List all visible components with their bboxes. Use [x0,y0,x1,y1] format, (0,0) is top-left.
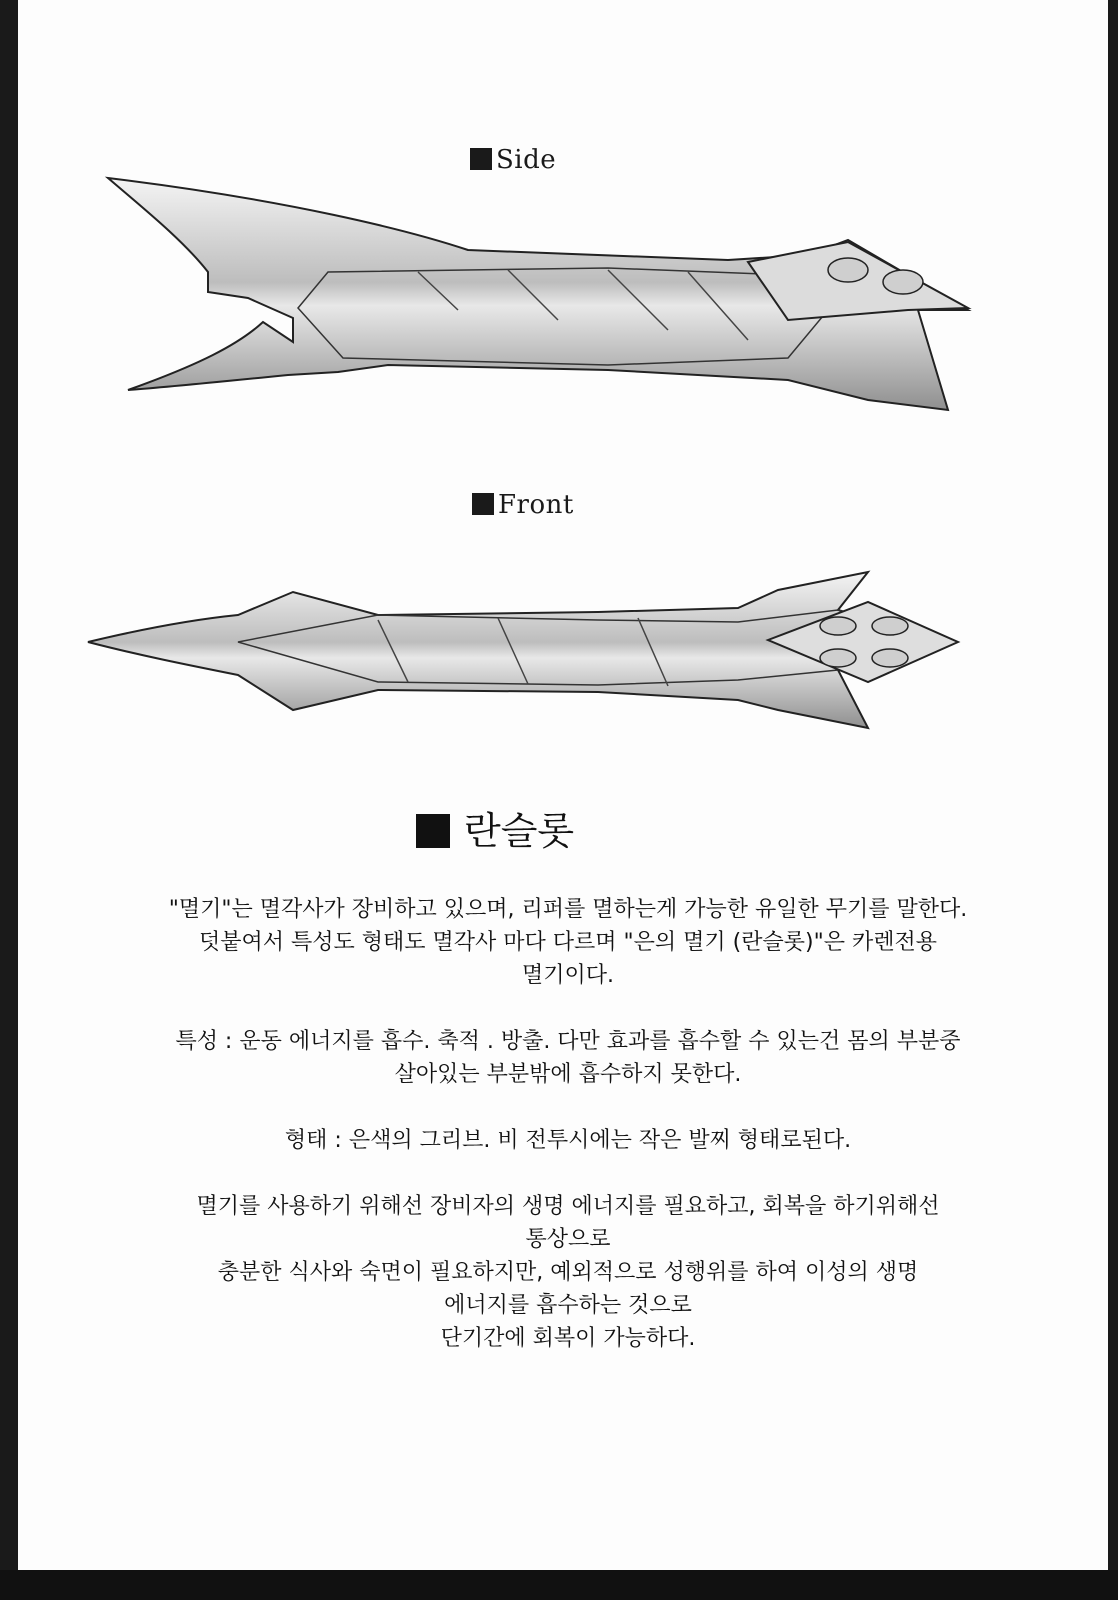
text-line: 단기간에 회복이 가능하다. [440,1326,696,1351]
text-line: 에너지를 흡수하는 것으로 [444,1293,692,1318]
text-line: 통상으로 [525,1227,611,1252]
black-square-icon [416,814,450,848]
page-border [0,1570,1118,1600]
paragraph-form [78,1124,1058,1157]
text-line: 형태 : 은색의 그리브. 비 전투시에는 작은 발찌 형태로된다. [284,1128,852,1153]
paragraph-recovery [78,1190,1058,1355]
side-view-label-text: Side [496,145,557,175]
text-line: 멸기이다. [521,963,614,988]
text-line: 멸기를 사용하기 위해선 장비자의 생명 에너지를 필요하고, 회복을 하기위해선 [196,1194,940,1219]
text-line: "멸기"는 멸각사가 장비하고 있으며, 리퍼를 멸하는게 가능한 유일한 무기를 말한다. [168,897,968,922]
text-line: 충분한 식사와 숙면이 필요하지만, 예외적으로 성행위를 하여 이성의 생명 [217,1260,919,1285]
section-heading-text: 란슬롯 [464,809,575,853]
paragraph-definition [78,893,1058,992]
front-view-label [472,490,574,520]
text-line: 덧붙여서 특성도 형태도 멸각사 마다 다르며 "은의 멸기 (란슬롯)"은 카렌전용 [199,930,937,955]
page [18,0,1108,1570]
text-line: 특성 : 운동 에너지를 흡수. 축적 . 방출. 다만 효과를 흡수할 수 있는건 몸의 부분중 [175,1029,961,1054]
front-view-illustration [78,560,978,750]
paragraph-trait [78,1025,1058,1091]
description-text [78,893,1058,1355]
black-square-icon [472,493,494,515]
side-view-illustration [88,160,988,460]
text-line: 살아있는 부분밖에 흡수하지 못한다. [394,1062,742,1087]
section-heading [416,800,574,855]
front-view-label-text: Front [498,490,574,520]
